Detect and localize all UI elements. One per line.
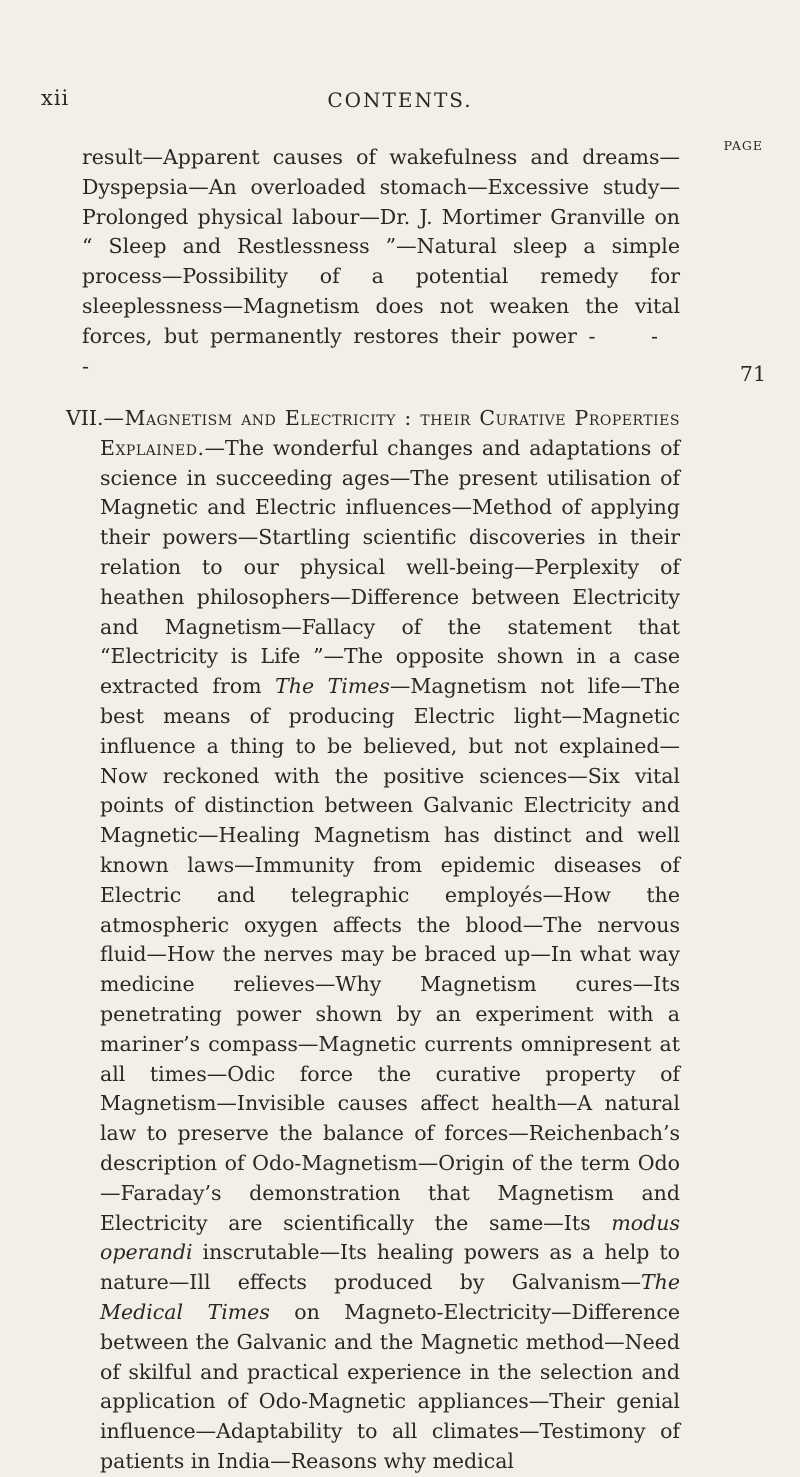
chapter-text-2: —Magnetism not life—The best means of producing Electric light—Magnetic influence a thing to be believed, but not explained—Now reckoned with the positive sciences—Six vital points of distinction between Galvanic Electricity and Magnetic—Healing Magnetism has distinct and well known laws—Immunity from epidemic diseases of Electric and telegraphic employés—How the atmospheric oxygen affects the blood—The nervous fluid—How the nerves may be braced up—In what way medicine relieves—Why Magnetism cures—Its penetrating power shown by an experiment with a mariner’s compass—Magnetic currents omnipresent at all times—Odic force the curative property of Magnetism—Invisible causes affect health—A natural law to preserve the balance of forces—Reichenbach’s description of Odo-Magnetism—Origin of the term Odo—Faraday’s demonstration that Magnetism and Electricity are scientifically the same—Its [100, 674, 680, 1235]
page-column-label: PAGE [723, 138, 763, 153]
italic-phrase: modus operandi [100, 1210, 680, 1265]
contents-entry-continued [82, 143, 680, 381]
italic-title-1: The Times [275, 674, 390, 699]
dot-leaders: - - - [82, 323, 680, 378]
contents-entry-chapter-vii [66, 404, 680, 1477]
chapter-heading: —Magnetism and Electricity : their Curative Properties Explained. [100, 406, 680, 460]
page-number: xii [41, 86, 70, 110]
chapter-numeral: VII. [66, 406, 104, 430]
running-head: CONTENTS. [327, 88, 473, 112]
entry-text: result—Apparent causes of wakefulness and dreams—Dyspepsia—An overloaded stomach—Excessive study—Prolonged physical labour—Dr. J. Mortimer Granville on “ Sleep and Restlessness ”—Natural sleep a simple process—Possibility of a potential remedy for sleeplessness—Magnetism does not weaken the vital forces, but permanently restores their power [82, 145, 680, 348]
chapter-text-1: —The wonderful changes and adaptations of science in succeeding ages—The present utilisation of Magnetic and Electric influences—Method of applying their powers—Startling scientific discoveries in their relation to our physical well-being—Perplexity of heathen philosophers—Difference between Electricity and Magnetism—Fallacy of the statement that “Electricity is Life ”—The opposite shown in a case extracted from [100, 435, 680, 699]
italic-title-2: The Medical Times [100, 1270, 680, 1324]
entry-page-ref: 71 [739, 362, 766, 386]
chapter-text-4: on Magneto-Electricity—Difference between the Galvanic and the Magnetic method—Need of skilful and practical experience in the selection and application of Odo-Magnetic appliances—Their genial influence—Adaptability to all climates—Testimony of patients in India—Reasons why medical [100, 1299, 680, 1473]
chapter-text-3: inscrutable—Its healing powers as a help to nature—Ill effects produced by Galvanism— [100, 1240, 680, 1295]
